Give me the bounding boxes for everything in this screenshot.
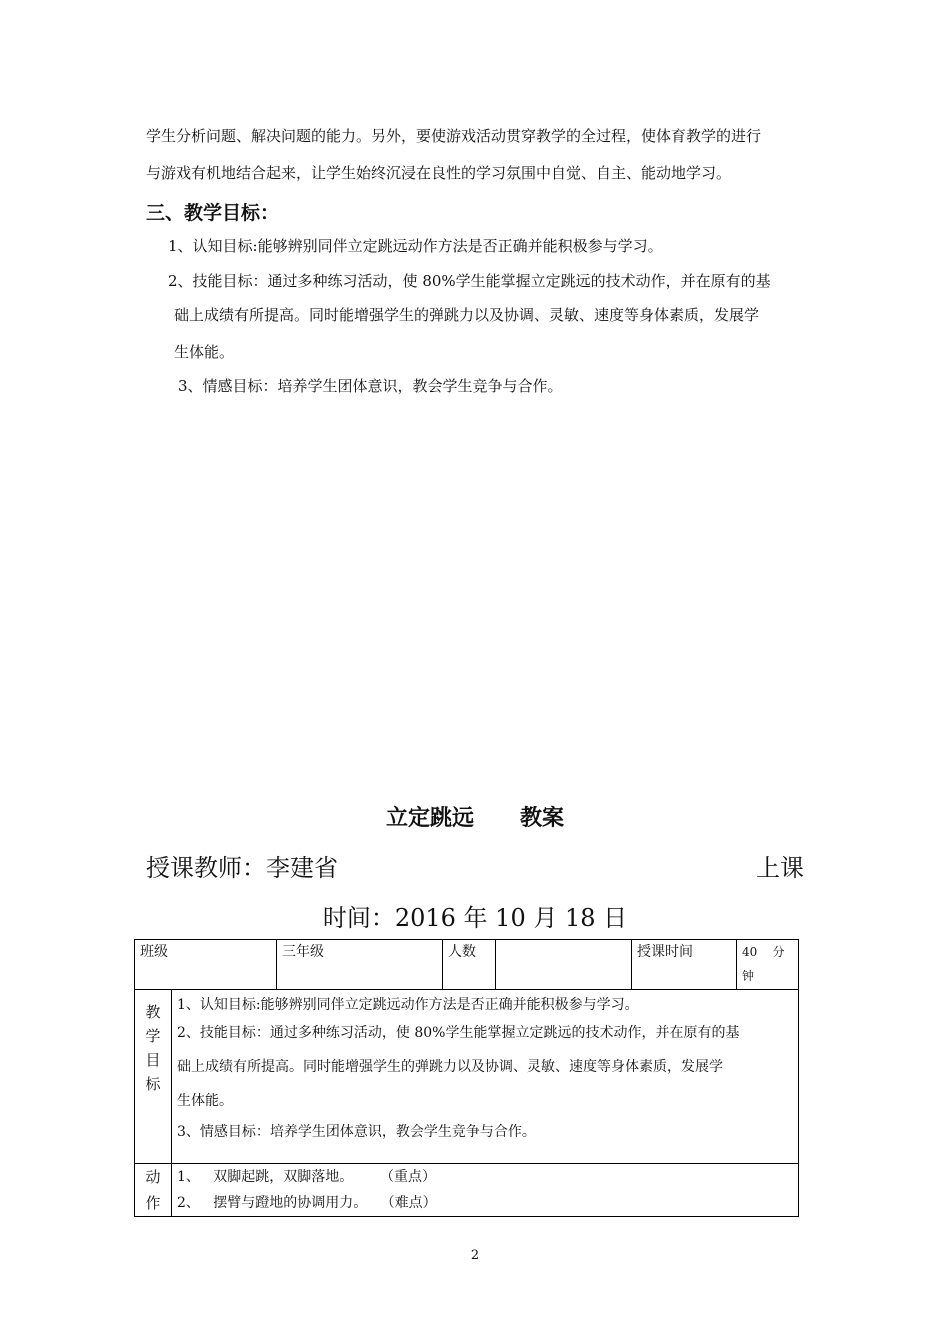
class-label: 班级 (140, 944, 168, 960)
action-key-point: 1、 双脚起跳，双脚落地。 （重点） (177, 1169, 436, 1185)
count-value-cell (496, 940, 632, 990)
action-difficult-point: 2、 摆臂与蹬地的协调用力。 （难点） (177, 1195, 437, 1211)
duration-value-line-2: 钟 (742, 969, 755, 983)
class-time-label: 上课 (756, 854, 804, 882)
table-goal-skill-line-2: 础上成绩有所提高。同时能增强学生的弹跳力以及协调、灵敏、速度等身体素质，发展学 (177, 1059, 723, 1075)
goals-label-cell (135, 990, 172, 1164)
goals-content-cell (172, 990, 799, 1164)
lesson-plan-title: 立定跳远 教案 (386, 806, 564, 831)
count-label: 人数 (448, 944, 476, 960)
action-label-char-1: 动 (145, 1168, 161, 1186)
goals-label-char-4: 标 (145, 1075, 161, 1093)
table-goal-skill-line-3: 生体能。 (177, 1093, 233, 1109)
table-goal-affective: 3、情感目标：培养学生团体意识，教会学生竞争与合作。 (177, 1124, 536, 1140)
lesson-date: 时间：2016 年 10 月 18 日 (322, 904, 628, 932)
page-number: 2 (470, 1248, 480, 1263)
action-label-cell (135, 1164, 172, 1217)
teacher-line: 授课教师：李建省 (146, 854, 338, 882)
duration-value-cell (737, 940, 799, 990)
intro-line-1: 学生分析问题、解决问题的能力。另外，要使游戏活动贯穿教学的全过程，使体育教学的进行 (146, 127, 762, 145)
goal-skill-line-2: 础上成绩有所提高。同时能增强学生的弹跳力以及协调、灵敏、速度等身体素质，发展学 (174, 306, 760, 324)
lesson-plan-table (134, 939, 799, 1217)
class-value-cell (277, 940, 443, 990)
goal-skill-line-1: 2、技能目标：通过多种练习活动，使 80%学生能掌握立定跳远的技术动作，并在原有的基 (168, 272, 771, 290)
intro-line-2: 与游戏有机地结合起来，让学生始终沉浸在良性的学习氛围中自觉、自主、能动地学习。 (146, 164, 732, 182)
action-label-char-2: 作 (145, 1194, 161, 1212)
table-row-goals (135, 990, 799, 1164)
actions-content-cell (172, 1164, 799, 1217)
table-row-actions (135, 1164, 799, 1217)
table-goal-skill-line-1: 2、技能目标：通过多种练习活动，使 80%学生能掌握立定跳远的技术动作，并在原有的基 (177, 1025, 740, 1041)
goal-cognitive: 1、认知目标:能够辨别同伴立定跳远动作方法是否正确并能积极参与学习。 (168, 237, 663, 255)
count-label-cell (443, 940, 496, 990)
table-goal-cognitive: 1、认知目标:能够辨别同伴立定跳远动作方法是否正确并能积极参与学习。 (177, 997, 639, 1013)
goal-affective: 3、情感目标：培养学生团体意识，教会学生竞争与合作。 (178, 377, 563, 395)
goal-skill-line-3: 生体能。 (174, 343, 235, 361)
goals-label-char-2: 学 (145, 1027, 161, 1045)
duration-label-cell (632, 940, 737, 990)
goals-label-char-3: 目 (145, 1051, 161, 1069)
goals-label-char-1: 教 (145, 1003, 161, 1021)
duration-value-line-1: 40 分 (742, 945, 785, 959)
table-row-header (135, 940, 799, 990)
duration-label: 授课时间 (637, 944, 693, 960)
section-heading: 三、教学目标： (146, 202, 280, 224)
class-value: 三年级 (282, 944, 324, 960)
class-label-cell (135, 940, 277, 990)
